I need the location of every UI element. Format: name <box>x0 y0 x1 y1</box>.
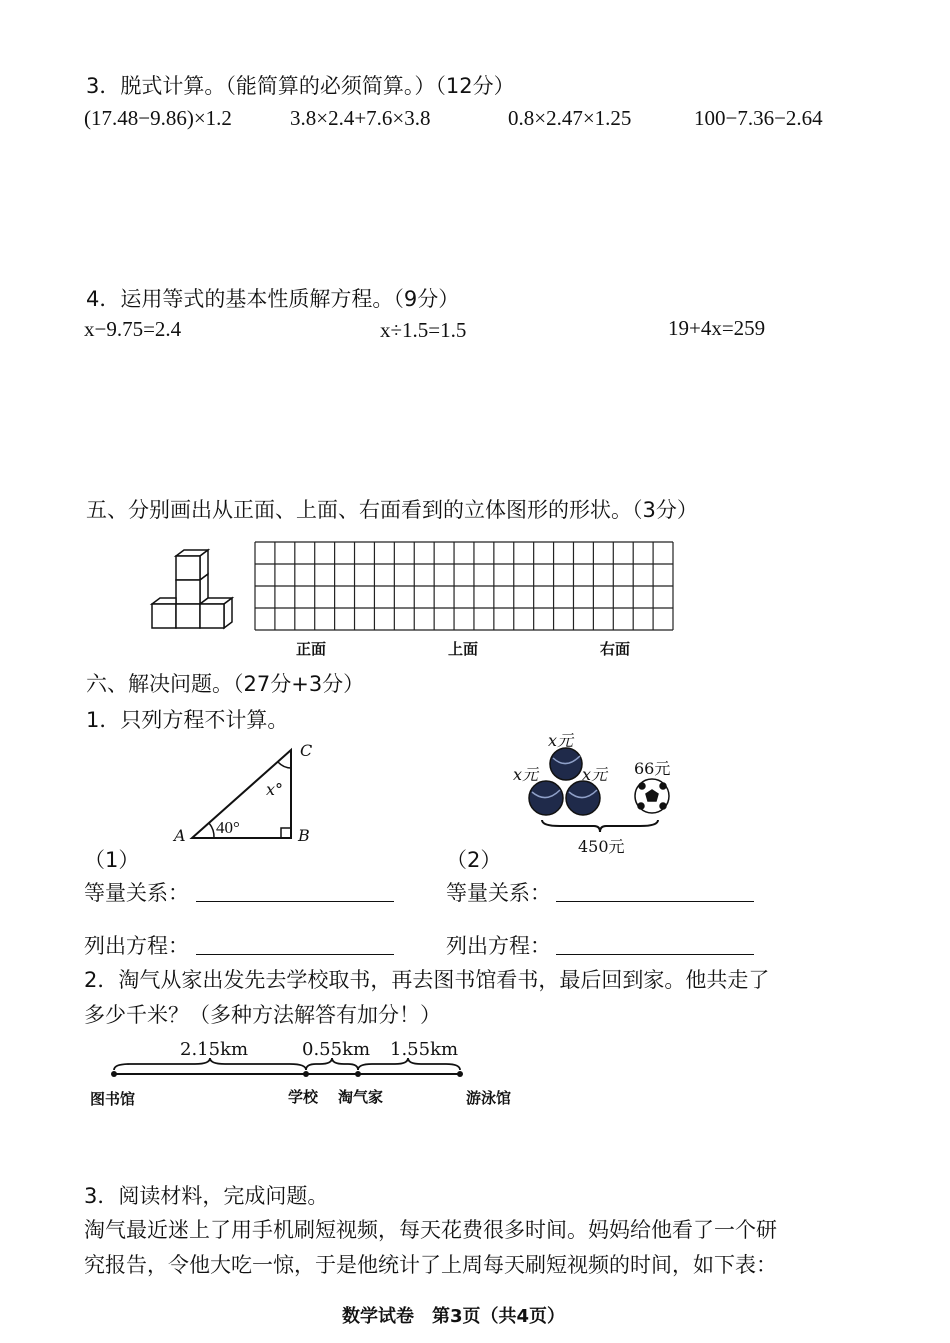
triangle-vertex-c: C <box>300 741 313 760</box>
q3-expr-4: 100−7.36−2.64 <box>694 106 823 130</box>
part-2-relation-blank[interactable] <box>556 901 754 902</box>
s6-title: 六、解决问题。（27分+3分） <box>86 672 365 696</box>
place-pool: 游泳馆 <box>466 1089 512 1107</box>
grid-label-right: 右面 <box>600 640 631 658</box>
page-footer: 数学试卷 第3页（共4页） <box>342 1306 566 1327</box>
s6-q3-title: 3．阅读材料，完成问题。 <box>84 1184 329 1208</box>
triangle-vertex-b: B <box>298 826 310 845</box>
part-2-relation-label: 等量关系： <box>446 881 551 905</box>
part-2-equation-label: 列出方程： <box>446 934 551 958</box>
part-1-label: （1） <box>84 848 140 872</box>
s6-q2-line-1: 2．淘气从家出发先去学校取书，再去图书馆看书，最后回到家。他共走了 <box>84 968 770 992</box>
q4-eq-3: 19+4x=259 <box>668 316 766 340</box>
ball-right-price: x元 <box>582 765 608 784</box>
q4-title: 4．运用等式的基本性质解方程。（9分） <box>86 287 460 311</box>
drawing-grid <box>254 541 674 631</box>
part-1-relation-blank[interactable] <box>196 901 394 902</box>
part-2-equation-blank[interactable] <box>556 954 754 955</box>
s6-q1-title: 1．只列方程不计算。 <box>86 708 289 732</box>
part-2-label: （2） <box>446 848 502 872</box>
triangle-angle-a: 40° <box>216 818 240 837</box>
s6-q3-line-1: 淘气最近迷上了用手机刷短视频，每天花费很多时间。妈妈给他看了一个研 <box>84 1218 777 1242</box>
distance-school-home: 0.55km <box>302 1039 371 1060</box>
part-1-equation-label: 列出方程： <box>84 934 189 958</box>
ball-top-price: x元 <box>548 731 574 750</box>
q3-expr-1: (17.48−9.86)×1.2 <box>84 106 232 130</box>
distance-home-pool: 1.55km <box>390 1039 459 1060</box>
triangle-vertex-a: A <box>174 826 186 845</box>
s6-q3-line-2: 究报告，令他大吃一惊，于是他统计了上周每天刷短视频的时间，如下表： <box>84 1253 777 1277</box>
q4-eq-2: x÷1.5=1.5 <box>380 318 467 342</box>
place-school: 学校 <box>288 1088 319 1106</box>
grid-label-front: 正面 <box>296 640 327 658</box>
part-1-relation-label: 等量关系： <box>84 881 189 905</box>
triangle-angle-c: x° <box>266 780 284 799</box>
football-price: 66元 <box>634 759 671 778</box>
balls-total-price: 450元 <box>578 837 625 856</box>
place-library: 图书馆 <box>90 1090 136 1108</box>
distance-library-school: 2.15km <box>180 1039 249 1060</box>
q3-expr-3: 0.8×2.47×1.25 <box>508 106 632 130</box>
q3-expr-2: 3.8×2.4+7.6×3.8 <box>290 106 431 130</box>
part-1-equation-blank[interactable] <box>196 954 394 955</box>
s6-q2-line-2: 多少千米？（多种方法解答有加分！） <box>84 1003 441 1027</box>
cube-stack-figure <box>150 548 234 626</box>
grid-label-top: 上面 <box>448 640 479 658</box>
q4-eq-1: x−9.75=2.4 <box>84 317 182 341</box>
q3-title: 3．脱式计算。（能简算的必须简算。）（12分） <box>86 74 515 98</box>
ball-left-price: x元 <box>513 765 539 784</box>
s5-title: 五、分别画出从正面、上面、右面看到的立体图形的形状。（3分） <box>86 498 698 522</box>
place-home: 淘气家 <box>338 1088 384 1106</box>
